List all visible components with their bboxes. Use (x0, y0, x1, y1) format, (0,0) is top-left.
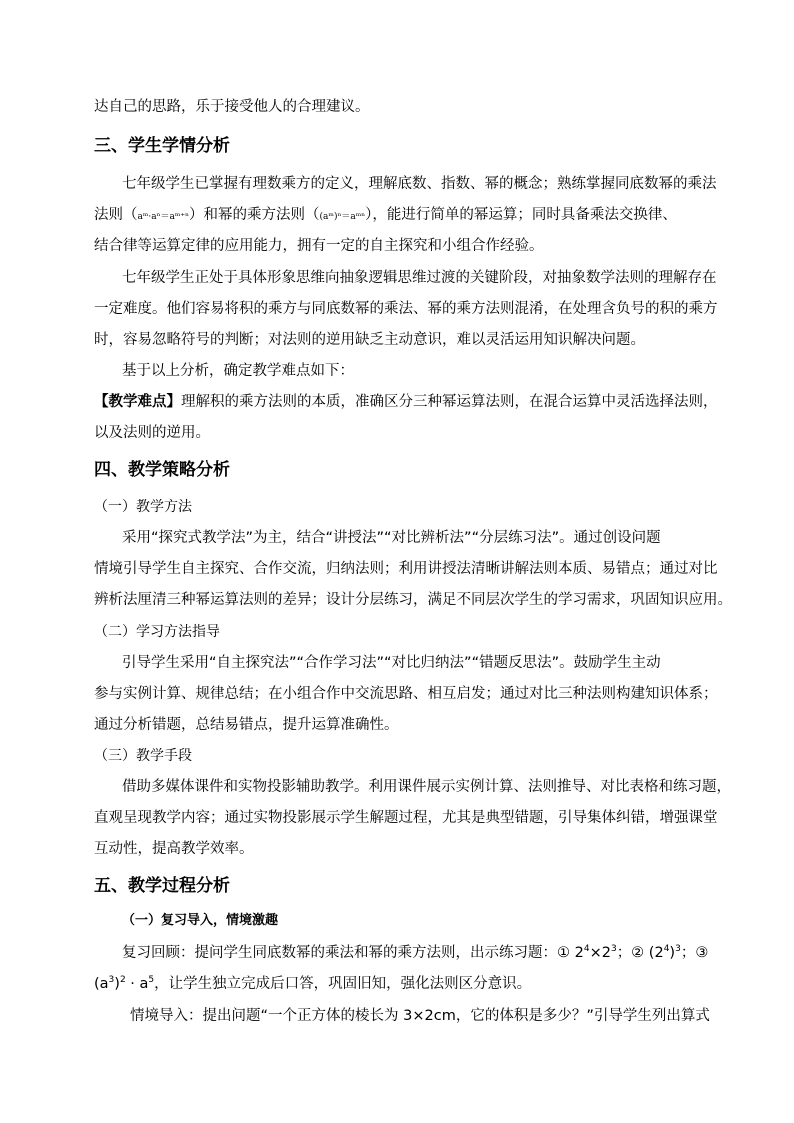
text-run: ) (114, 976, 120, 992)
difficulty-line (94, 392, 718, 412)
paragraph-line: 采用“探究式教学法”为主，结合“讲授法”“对比辨析法”“分层练习法”。通过创设问题 (122, 530, 661, 546)
text-run: · a (125, 976, 149, 992)
paragraph-line: 引导学生采用“自主探究法”“合作学习法”“对比归纳法”“错题反思法”。鼓励学生主动 (122, 655, 661, 671)
section-heading-5: 五、教学过程分析 (94, 876, 230, 896)
text-run: ；③ (680, 945, 709, 961)
paragraph-line: 达自己的思路，乐于接受他人的合理建议。 (94, 99, 370, 115)
section-heading-3: 三、学生学情分析 (94, 136, 230, 156)
subsection-heading: （三）教学手段 (94, 748, 192, 764)
exponent: 3 (675, 944, 681, 954)
paragraph-line: 情境导入：提出问题“一个正方体的棱长为 3×2cm，它的体积是多少？”引导学生列出算式 (130, 1008, 710, 1024)
paragraph-line: 一定难度。他们容易将积的乘方与同底数幂的乘法、幂的乘方法则混淆，在处理含负号的积的乘方 (94, 301, 718, 317)
section-heading-4: 四、教学策略分析 (94, 460, 230, 480)
text-run: ），能进行简单的幂运算；同时具备乘法交换律、 (365, 207, 677, 223)
text-run: ×2 (589, 945, 611, 961)
text-run: ) (669, 945, 676, 961)
exponent: 3 (610, 944, 617, 954)
exponent: 4 (583, 944, 590, 954)
paragraph-line: 直观呈现教学内容；通过实物投影展示学生解题过程，尤其是典型错题，引导集体纠错，增强课堂 (94, 810, 718, 826)
paragraph-line: 情境引导学生自主探究、合作交流，归纳法则；利用讲授法清晰讲解法则本质、易错点；通过对比 (94, 561, 718, 577)
text-run: 理解积的乘方法则的本质，准确区分三种幂运算法则，在混合运算中灵活选择法则， (181, 394, 718, 410)
difficulty-label: 【教学难点】 (94, 394, 181, 410)
text-run: ，让学生独立完成后口答，巩固旧知，强化法则区分意识。 (154, 976, 532, 992)
paragraph-line: 时，容易忽略符号的判断；对法则的逆用缺乏主动意识，难以灵活运用知识解决问题。 (94, 332, 645, 348)
paragraph-line: 互动性，提高教学效率。 (94, 841, 254, 857)
exponent: 3 (108, 975, 115, 985)
paragraph-line: 七年级学生正处于具体形象思维向抽象逻辑思维过渡的关键阶段，对抽象数学法则的理解存在 (122, 270, 717, 286)
formula-product-rule: aᵐ·aⁿ＝aᵐ⁺ⁿ (137, 212, 190, 222)
text-run: 复习回顾：提问学生同底数幂的乘法和幂的乘方法则，出示练习题：① 2 (122, 945, 584, 961)
paragraph-line: 通过分析错题，总结易错点，提升运算准确性。 (94, 717, 399, 733)
text-run: ）和幂的乘方法则（ (189, 207, 320, 223)
text-run: 法则（ (94, 207, 138, 223)
paragraph-line: 以及法则的逆用。 (94, 425, 210, 441)
subsection-heading: （一）教学方法 (94, 499, 192, 515)
paragraph-line: 参与实例计算、规律总结；在小组合作中交流思路、相互启发；通过对比三种法则构建知识体系； (94, 686, 718, 702)
exponent: 5 (148, 975, 155, 985)
subsection-heading: （二）学习方法指导 (94, 624, 220, 640)
paragraph-line: 辨析法厘清三种幂运算法则的差异；设计分层练习，满足不同层次学生的学习需求，巩固知识应用。 (94, 592, 732, 608)
exercise-line (94, 974, 531, 994)
paragraph-line: 借助多媒体课件和实物投影辅助教学。利用课件展示实例计算、法则推导、对比表格和练习题， (122, 779, 731, 795)
text-run: (a (94, 976, 109, 992)
exponent: 2 (119, 975, 126, 985)
paragraph-line: 结合律等运算定律的应用能力，拥有一定的自主探究和小组合作经验。 (94, 238, 544, 254)
paragraph-line: 七年级学生已掌握有理数乘方的定义，理解底数、指数、幂的概念；熟练掌握同底数幂的乘法 (122, 176, 717, 192)
formula-power-rule: (aᵐ)ⁿ＝aᵐⁿ (319, 212, 366, 222)
text-run: ；② (2 (616, 945, 664, 961)
paragraph-line: 基于以上分析，确定教学难点如下： (122, 363, 354, 379)
subsection-heading-bold: （一）复习导入，情境激趣 (122, 913, 279, 928)
paragraph-line-with-formula (94, 205, 677, 227)
exercise-line (122, 943, 708, 963)
exponent: 4 (663, 944, 670, 954)
